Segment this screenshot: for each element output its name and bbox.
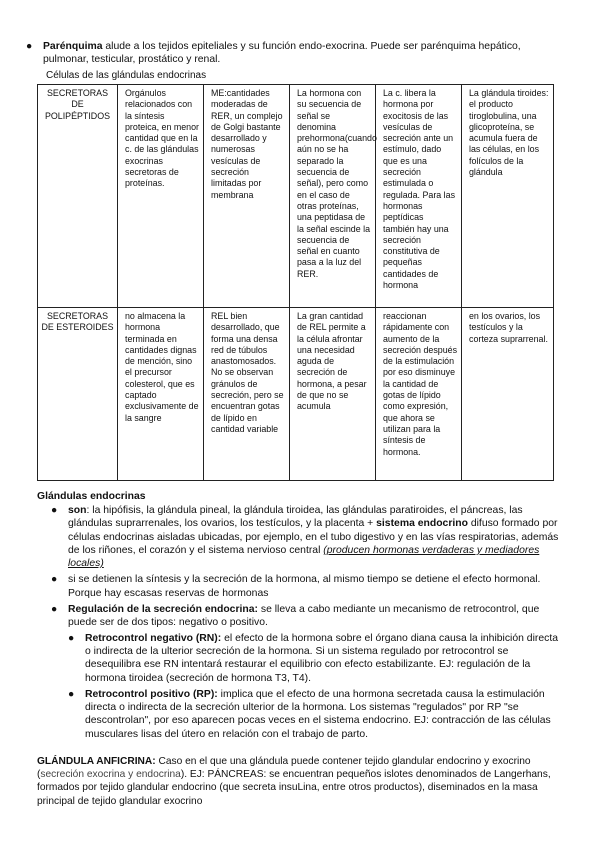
row-header-polipeptidos: SECRETORAS DE POLIPÉPTIDOS <box>38 85 118 308</box>
table-cell: REL bien desarrollado, que forma una densa red de túbulos anastomosados. No se observan gránulos de secreción, pero se encuentran gotas de lípido en cantidad variable <box>204 308 290 481</box>
detienen-text: si se detienen la síntesis y la secreción de la hormona, al mismo tiempo se detiene el efecto hormonal. Porque hay escasas reservas de hormonas <box>68 574 541 599</box>
table-cell: en los ovarios, los testículos y la corteza suprarrenal. <box>462 308 554 481</box>
table-cell: La gran cantidad de REL permite a la célula afrontar una necesidad aguda de secreción de hormona, a pesar de que no se acumula <box>290 308 376 481</box>
table-caption: Células de las glándulas endocrinas <box>46 70 207 81</box>
anficrina-text: Caso en el que una glándula puede contener tejido glandular endocrino y exocrino ( <box>37 756 531 781</box>
anficrina-gray-text: secreción exocrina y endocrina <box>40 769 181 781</box>
cells-table <box>37 84 554 481</box>
rn-term: Retrocontrol negativo (RN): <box>85 632 222 644</box>
rn-text: el efecto de la hormona sobre el órgano diana causa la inhibición directa o indirecta de la ulterior secreción de la hormona. Si un sistema regulado por retrocontrol se desequilibra ese RN intentará restaurar el equilibrio con efecto estabilizante. EJ: regulación de la hormona tiroidea (secreción de hormona T3, T4). <box>85 632 558 684</box>
list-item <box>68 632 559 685</box>
table-row <box>38 308 554 481</box>
regulacion-term: Regulación de la secreción endocrina: <box>68 604 258 616</box>
intro-term: Parénquima <box>43 41 103 52</box>
bullet-icon: ● <box>51 574 58 586</box>
row-header-esteroides: SECRETORAS DE ESTEROIDES <box>38 308 118 481</box>
table-cell: Orgánulos relacionados con la síntesis proteica, en menor cantidad que en la c. de las glándulas exocrinas secretoras de proteínas. <box>118 85 204 308</box>
table-cell: no almacena la hormona terminada en cantidades dignas de mención, sino el precursor colesterol, que es captado exclusivamente de la sangre <box>118 308 204 481</box>
son-text: : la hipófisis, la glándula pineal, la glándula tiroidea, las glándulas paratiroides, el páncreas, las glándulas suprarrenales, los ovarios, los testículos, y la placenta + <box>68 505 523 530</box>
table-cell: La hormona con su secuencia de señal se denomina prehormona(cuando aún no se ha separado la secuencia de señal), pero como en el caso de otras proteínas, una peptidasa de la señal escinde la secuencia de señal en cuanto pasa a la luz del RER. <box>290 85 376 308</box>
son-term: son <box>68 505 87 516</box>
rp-text: implica que el efecto de una hormona secretada causa la estimulación directa o indirecta de la secreción ulterior de la hormona. Los sistemas "regulados" por RP "se descontrolan", por eso aparecen pocas veces en el sistema endocrino. EJ: contracción de las células musculares lisas del útero en relación con el trabajo de parto. <box>85 688 551 740</box>
anficrina-term: GLÁNDULA ANFICRINA: <box>37 756 156 767</box>
anficrina-text-continued: ). EJ: PÁNCREAS: se encuentran pequeños islotes denominados de Langerhans, formados por tejido glandular endocrino (que secreta insuLina, entre otros productos), diseminados en la masa principal de tejido glandular exocrino <box>37 769 551 807</box>
intro-bullet <box>26 40 566 66</box>
intro-description: alude a los tejidos epiteliales y su función endo-exocrina. Puede ser parénquima hepático, pulmonar, testicular, prostático y renal. <box>43 41 521 66</box>
endocrine-list <box>51 504 559 744</box>
bullet-icon: ● <box>51 604 58 616</box>
bullet-icon: ● <box>26 41 33 52</box>
retrocontrol-list <box>68 632 559 741</box>
bullet-icon: ● <box>68 632 75 644</box>
table-row <box>38 85 554 308</box>
intro-text <box>43 40 566 66</box>
table-cell: reaccionan rápidamente con aumento de la secreción después de la estimulación por eso disminuye la cantidad de gotas de lípido como expresión, que ahora se utilizan para la síntesis de hormona. <box>376 308 462 481</box>
table-cell: La glándula tiroides: el producto tiroglobulina, una glicoproteína, se acumula fuera de las células, en los folículos de la glándula <box>462 85 554 308</box>
anficrina-paragraph <box>37 755 562 808</box>
list-item <box>68 688 559 741</box>
bullet-icon: ● <box>51 505 58 516</box>
section-title: Glándulas endocrinas <box>37 491 146 502</box>
table-cell: La c. libera la hormona por exocitosis de las vesículas de secreción ante un estímulo, dado que es una secreción estimulada o regulada. Para las hormonas peptídicas también hay una secreción constitutiva de pequeñas cantidades de hormona <box>376 85 462 308</box>
hormonas-note: (producen hormonas verdaderas y mediadores locales) <box>68 544 540 570</box>
table-cell: ME:cantidades moderadas de RER, un complejo de Golgi bastante desarrollado y numerosas vesículas de secreción limitadas por membrana <box>204 85 290 308</box>
rp-term: Retrocontrol positivo (RP): <box>85 688 218 700</box>
sistema-endocrino-term: sistema endocrino <box>376 518 468 530</box>
list-item <box>51 573 559 600</box>
son-text-continued: difuso formado por células endocrinas aisladas ubicadas, por ejemplo, en el tubo digestivo y en las vías respiratorias, además de los riñones, el corazón y el sistema nervioso central <box>68 518 559 556</box>
list-item <box>51 603 559 741</box>
regulacion-text: se lleva a cabo mediante un mecanismo de retrocontrol, que puede ser de dos tipos: negativo o positivo. <box>68 604 540 629</box>
bullet-icon: ● <box>68 688 75 700</box>
list-item <box>51 504 559 570</box>
